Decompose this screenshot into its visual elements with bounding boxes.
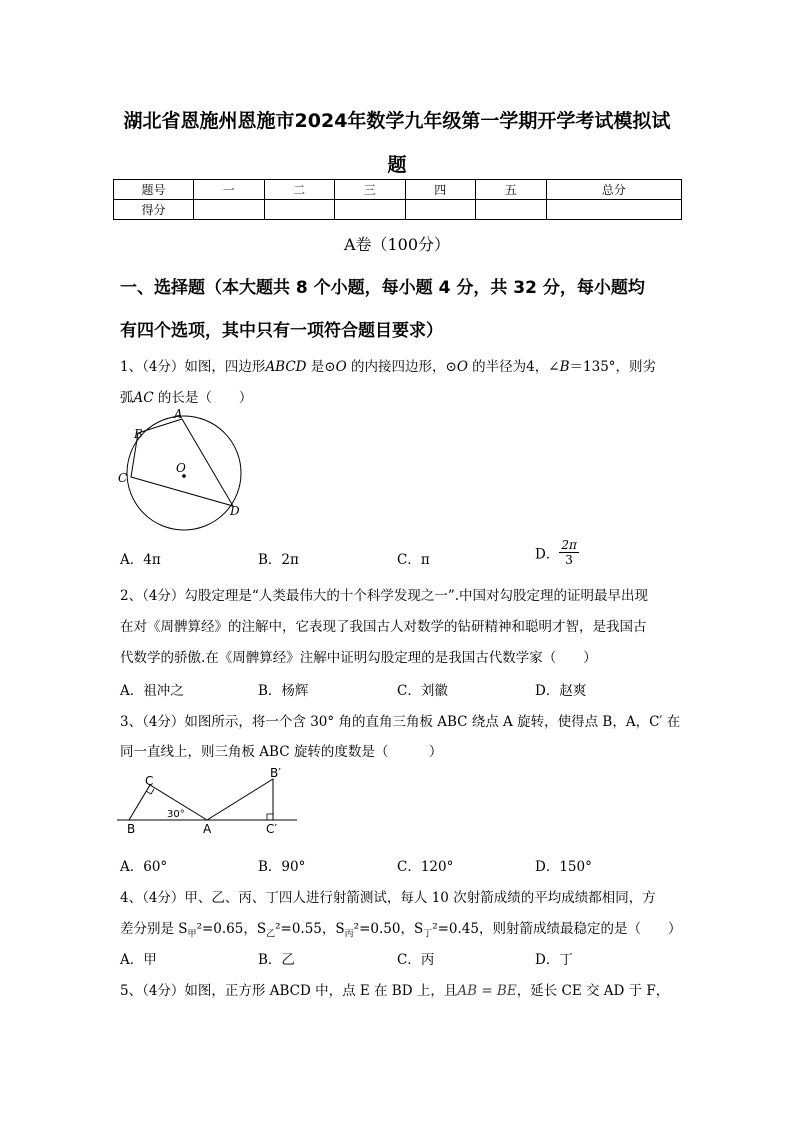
section-heading-line2: 有四个选项，其中只有一项符合题目要求） <box>120 321 443 341</box>
page-title-line1: 湖北省恩施州恩施市2024年数学九年级第一学期开学考试模拟试 <box>123 110 671 132</box>
section-heading-line1: 一、选择题（本大题共 8 个小题，每小题 4 分，共 32 分，每小题均 <box>120 278 645 298</box>
label-b: B <box>127 822 136 836</box>
q4-option-b[interactable]: B．乙 <box>258 952 295 968</box>
table-cell: 二 <box>264 180 335 200</box>
q1-circle-figure <box>112 405 247 535</box>
label-c: C <box>118 471 128 485</box>
score-cell[interactable] <box>264 200 335 220</box>
label-a: A <box>203 822 212 836</box>
text: 弧 <box>120 390 134 406</box>
subscript: 甲 <box>187 929 197 940</box>
score-cell[interactable] <box>546 200 682 220</box>
text: 的内接四边形，⊙ <box>346 359 457 375</box>
text: 的半径为4，∠ <box>467 359 560 375</box>
table-cell: 四 <box>405 180 476 200</box>
q1-option-b[interactable]: B．2π <box>258 552 299 568</box>
q2-option-b[interactable]: B．杨辉 <box>258 683 309 699</box>
table-cell: 总分 <box>546 180 682 200</box>
score-cell[interactable] <box>335 200 406 220</box>
score-cell[interactable] <box>194 200 265 220</box>
q4-option-d[interactable]: D．丁 <box>535 952 573 968</box>
score-table-header-row <box>114 180 682 200</box>
label-o: O <box>176 461 186 475</box>
fraction-denominator: 3 <box>565 553 573 567</box>
label-a: A <box>174 407 183 421</box>
table-cell: 题号 <box>114 180 194 200</box>
score-table <box>113 179 682 220</box>
text: ²=0.45，则射箭成绩最稳定的是（ ） <box>432 921 682 937</box>
q3-option-a[interactable]: A．60° <box>120 859 168 875</box>
label-c-prime: C′ <box>266 822 278 836</box>
volume-title: A卷（100分） <box>343 235 451 254</box>
text: 的长是（ ） <box>153 390 253 406</box>
table-cell: 得分 <box>114 200 194 220</box>
q4-line1: 4、（4分）甲、乙、丙、丁四人进行射箭测试，每人 10 次射箭成绩的平均成绩都相同，方 <box>120 890 656 906</box>
option-prefix: D． <box>535 546 560 563</box>
label-b: B <box>134 427 143 441</box>
q3-option-b[interactable]: B．90° <box>258 859 306 875</box>
q2-line3: 代数学的骄傲.在《周髀算经》注解中证明勾股定理的是我国古代数学家（ ） <box>120 650 597 666</box>
math-var: AC <box>133 390 154 406</box>
fraction-numerator: 2π <box>561 538 577 552</box>
text: 5、（4分）如图，正方形 ABCD 中，点 E 在 BD 上，且 <box>120 983 458 999</box>
label-d: D <box>230 504 240 518</box>
text: 1、（4分）如图，四边形 <box>120 359 266 375</box>
page-title-line2: 题 <box>387 154 407 176</box>
q4-option-a[interactable]: A．甲 <box>120 952 157 968</box>
math-var: ABCD <box>265 359 307 375</box>
q4-line2 <box>120 917 682 940</box>
subscript: 丁 <box>423 929 433 940</box>
q2-line2: 在对《周髀算经》的注解中，它表现了我国古人对数学的钻研精神和聪明才智，是我国古 <box>120 619 647 635</box>
angle-label: 30° <box>167 809 185 820</box>
label-b-prime: B′ <box>270 766 281 780</box>
score-cell[interactable] <box>405 200 476 220</box>
q5-line1 <box>120 979 669 999</box>
q3-option-c[interactable]: C．120° <box>397 859 454 875</box>
right-angle-mark <box>267 814 273 820</box>
q1-line1 <box>120 355 656 375</box>
math-var: O <box>456 359 468 375</box>
table-cell: 五 <box>476 180 547 200</box>
math-expression: AB = BE <box>457 983 517 999</box>
subscript: 丙 <box>344 929 354 940</box>
q2-option-a[interactable]: A．祖冲之 <box>120 683 184 699</box>
text: 差分别是 S <box>120 921 188 937</box>
text: 是⊙ <box>306 359 336 375</box>
q3-triangle-figure <box>112 763 307 838</box>
math-var: B <box>559 359 570 375</box>
text: ＝135°，则劣 <box>569 359 657 375</box>
q3-option-d[interactable]: D．150° <box>535 859 592 875</box>
text: ²=0.55，S <box>275 921 345 937</box>
subscript: 乙 <box>266 929 276 940</box>
triangle-ab2c2 <box>207 779 273 820</box>
text: ，延长 CE 交 AD 于 F， <box>516 983 670 999</box>
text: ²=0.65，S <box>196 921 267 937</box>
q3-line2: 同一直线上，则三角板 ABC 旋转的度数是（ ） <box>120 744 443 760</box>
q1-line2 <box>120 386 252 406</box>
q2-option-d[interactable]: D．赵爽 <box>535 683 587 699</box>
math-var: O <box>335 359 347 375</box>
q2-line1: 2、（4分）勾股定理是“人类最伟大的十个科学发现之一”.中国对勾股定理的证明最早出现 <box>120 588 649 604</box>
text: ²=0.50，S <box>353 921 424 937</box>
q1-option-d[interactable] <box>535 538 579 567</box>
label-c: C <box>145 774 154 788</box>
fraction <box>559 538 579 567</box>
q1-option-a[interactable]: A．4π <box>120 552 161 568</box>
table-cell: 三 <box>335 180 406 200</box>
score-cell[interactable] <box>476 200 547 220</box>
q1-option-c[interactable]: C．π <box>397 552 430 568</box>
table-cell: 一 <box>194 180 265 200</box>
q2-option-c[interactable]: C．刘徽 <box>397 683 448 699</box>
q4-option-c[interactable]: C．丙 <box>397 952 435 968</box>
q3-line1: 3、（4分）如图所示，将一个含 30° 角的直角三角板 ABC 绕点 A 旋转，使得点 B，A，C′ 在 <box>120 714 681 730</box>
score-table-score-row <box>114 200 682 220</box>
